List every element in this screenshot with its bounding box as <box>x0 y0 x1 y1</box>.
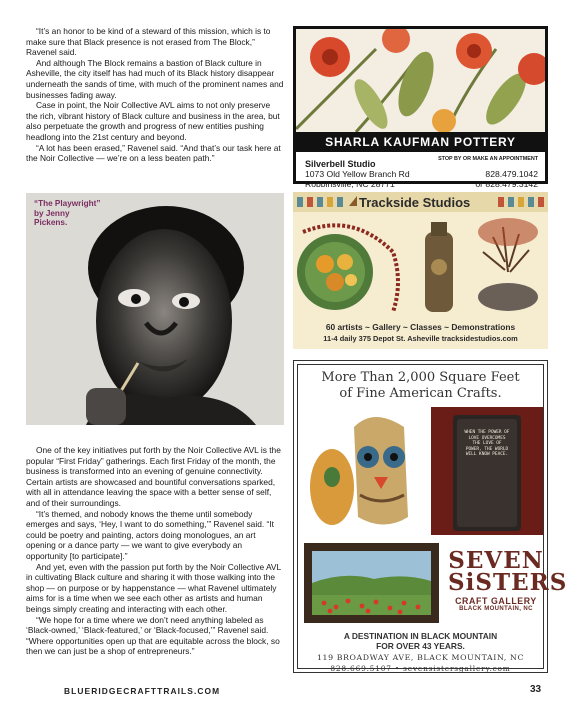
article-bottom <box>26 445 284 657</box>
article-top <box>26 26 284 164</box>
article-paragraph: “We hope for a time where we don’t need anything labeled as ‘Black-owned,’ ‘Black-featured,’ or ‘Black-focused,’” Ravenel said. “Where opportunities open up that are equitable across the block, so then we can just be a shop of entrepreneurs.” <box>26 614 280 657</box>
portrait-painting <box>26 193 284 425</box>
logo-location: BLACK MOUNTAIN, NC <box>459 606 533 612</box>
logo-sisters: SiSTERS <box>448 569 568 596</box>
article-paragraph: One of the key initiatives put forth by the Noir Collective AVL is the popular “First Friday” gatherings. Each first Friday of the month, the business is transformed into an evening of genuine connectivity. Certain artists are showcased and bountiful conversations sparked, with all in attendance leaving the space with a better sense of self, and of their surroundings. <box>26 445 281 508</box>
seven-sisters-headline-line1: More Than 2,000 Square Feet <box>321 370 520 385</box>
trackside-hours-address[interactable]: 11-4 daily 375 Depot St. Asheville tracksidestudios.com <box>323 334 518 343</box>
article-paragraph: And although The Block remains a bastion of Black culture in Asheville, the city itself has had much of its Black history disappear underneath the sands of time, with much of the prominent names and businesses fading away. <box>26 57 284 100</box>
trackside-title: Trackside Studios <box>359 195 471 210</box>
trackside-artwork <box>293 212 548 320</box>
article-paragraph: “It’s themed, and nobody knows the theme until somebody emerges and says, ‘Hey, I want to do something,’” Ravenel said. “It could be poetry and painting, actors doing monologues, an art opening or a dance party — we want to give everybody an opportunity [to participate].” <box>26 508 274 561</box>
pottery-flower-artwork <box>296 29 545 132</box>
article-paragraph: “A lot has been erased,” Ravenel said. “And that’s our task here at the Noir Collective — we’re on a less beaten path.” <box>26 142 281 164</box>
seven-sisters-headline-line2: of Fine American Crafts. <box>339 386 502 401</box>
logo-craft-gallery: CRAFT GALLERY <box>455 596 537 606</box>
logo-seven: SEVEN <box>448 547 544 574</box>
sign-quote: WHEN THE POWER OF LOVE OVERCOMES THE LOVE OF POWER, THE WORLD WILL KNOW PEACE. <box>464 430 510 458</box>
article-paragraph: “It’s an honor to be kind of a steward of this mission, which is to make sure that Black presence is not erased from The Block,” Ravenel said. <box>26 26 271 58</box>
ceramic-owl-photo <box>304 407 420 537</box>
pottery-phone2[interactable]: or 828.479.3142 <box>475 179 538 189</box>
landscape-painting-photo <box>304 543 439 623</box>
seven-sisters-address: 119 BROADWAY AVE, BLACK MOUNTAIN, NC <box>316 653 525 662</box>
article-paragraph: And yet, even with the passion put forth by the Noir Collective AVL in cultivating Black culture and sharing it with those walking into the shop — on purpose or by happenstance — what Ravenel ultimately aims for is a time when we see each other as artists and human beings simply creating and interacting with each other. <box>26 561 281 614</box>
seven-sisters-frame <box>297 364 568 673</box>
seven-sisters-contact[interactable]: 828.669.5107 • sevensistersgallery.com <box>330 664 511 673</box>
trackside-header <box>293 192 548 212</box>
seven-sisters-tagline1: A DESTINATION IN BLACK MOUNTAIN <box>343 631 498 641</box>
trackside-services: 60 artists ~ Gallery ~ Classes ~ Demonstrations <box>325 322 516 332</box>
ad-sharla-kaufman-pottery[interactable] <box>293 26 548 189</box>
footer-site-link[interactable]: BLUERIDGECRAFTTRAILS.COM <box>64 686 221 696</box>
pottery-appointment-note <box>438 156 538 162</box>
pottery-address-line1: 1073 Old Yellow Branch Rd <box>305 169 410 179</box>
page-number: 33 <box>530 684 542 695</box>
pottery-phone1[interactable]: 828.479.1042 <box>485 169 538 179</box>
portrait-illustration <box>26 193 284 425</box>
train-icon <box>349 196 357 206</box>
seven-sisters-logo <box>448 547 568 612</box>
ad-seven-sisters[interactable] <box>293 360 568 673</box>
seven-sisters-tagline2: FOR OVER 43 YEARS. <box>376 641 465 651</box>
portrait-caption: “The Playwright” by Jenny Pickens. <box>34 199 101 228</box>
pottery-studio-name: Silverbell Studio <box>305 159 376 169</box>
pottery-banner: SHARLA KAUFMAN POTTERY <box>325 135 516 149</box>
pottery-contact-info <box>296 152 545 189</box>
carved-wood-sign-photo <box>431 407 543 535</box>
pottery-appointment-text: STOP BY OR MAKE AN APPOINTMENT <box>438 156 538 162</box>
article-paragraph: Case in point, the Noir Collective AVL aims to not only preserve the rich, vibrant history of Black culture and business in the area, but also perpetuate the growth and progress of new entities pushing headlong into the 21st century and beyond. <box>26 100 280 142</box>
pottery-address-line2: Robbinsville, NC 28771 <box>305 179 395 189</box>
ad-trackside-studios[interactable] <box>293 192 548 349</box>
